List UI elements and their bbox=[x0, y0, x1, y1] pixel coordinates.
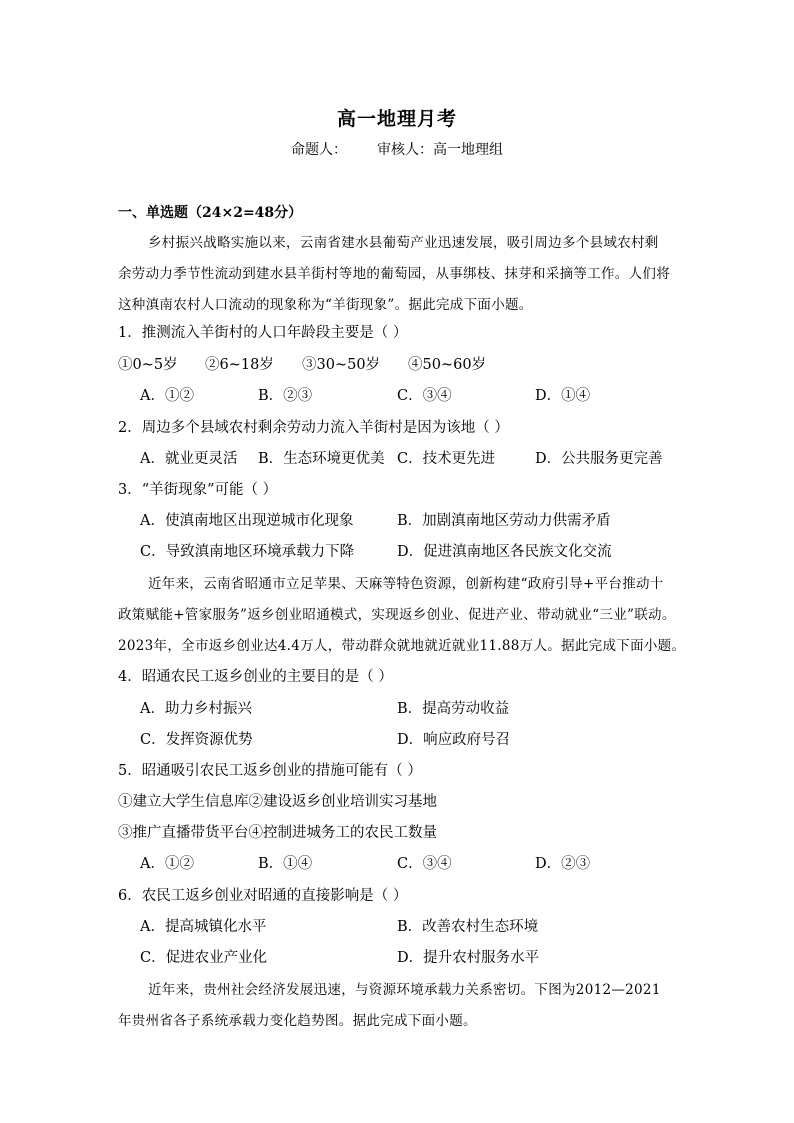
q1-item-3: ③30~50岁 bbox=[302, 357, 381, 373]
question-4-stem: 4．昭通农民工返乡创业的主要目的是（ ） bbox=[118, 669, 393, 685]
exam-title: 高一地理月考 bbox=[336, 108, 457, 130]
q1-item-1: ①0~5岁 bbox=[118, 357, 178, 373]
q5-option-a[interactable]: A．①② bbox=[140, 856, 194, 872]
q5-option-b[interactable]: B．①④ bbox=[258, 856, 313, 872]
q5-option-c[interactable]: C．③④ bbox=[397, 856, 452, 872]
q5-items-line1: ①建立大学生信息库②建设返乡创业培训实习基地 bbox=[118, 794, 437, 810]
q1-option-c[interactable]: C．③④ bbox=[397, 388, 452, 404]
q6-option-d[interactable]: D．提升农村服务水平 bbox=[397, 950, 540, 966]
passage3-line2: 年贵州省各子系统承载力变化趋势图。据此完成下面小题。 bbox=[118, 1013, 477, 1029]
q5-items-line2: ③推广直播带货平台④控制进城务工的农民工数量 bbox=[118, 825, 437, 841]
reviewer-label: 审核人：高一地理组 bbox=[377, 142, 503, 158]
q3-option-b[interactable]: B．加剧滇南地区劳动力供需矛盾 bbox=[397, 513, 611, 529]
q6-option-c[interactable]: C．促进农业产业化 bbox=[140, 950, 268, 966]
q6-option-a[interactable]: A．提高城镇化水平 bbox=[140, 919, 267, 935]
passage3-line1: 近年来，贵州社会经济发展迅速，与资源环境承载力关系密切。下图为2012—2021 bbox=[148, 982, 661, 998]
q5-option-d[interactable]: D．②③ bbox=[535, 856, 591, 872]
question-2-stem: 2．周边多个县域农村剩余劳动力流入羊街村是因为该地（ ） bbox=[118, 420, 509, 436]
passage1-line2: 余劳动力季节性流动到建水县羊街村等地的葡萄园，从事绑枝、抹芽和采摘等工作。人们将 bbox=[118, 266, 670, 282]
passage1-line1: 乡村振兴战略实施以来，云南省建水县葡萄产业迅速发展，吸引周边多个县域农村剩 bbox=[148, 235, 659, 251]
q2-option-b[interactable]: B．生态环境更优美 bbox=[258, 451, 385, 467]
question-1-stem: 1．推测流入羊街村的人口年龄段主要是（ ） bbox=[118, 325, 408, 341]
q4-option-d[interactable]: D．响应政府号召 bbox=[397, 732, 511, 748]
passage2-line1: 近年来，云南省昭通市立足苹果、天麻等特色资源，创新构建“政府引导+平台推动十 bbox=[148, 576, 664, 592]
q3-option-d[interactable]: D．促进滇南地区各民族文化交流 bbox=[397, 544, 612, 560]
q1-item-2: ②6~18岁 bbox=[205, 357, 274, 373]
q3-option-a[interactable]: A．使滇南地区出现逆城市化现象 bbox=[140, 513, 354, 529]
q4-option-a[interactable]: A．助力乡村振兴 bbox=[140, 701, 252, 717]
q1-option-a[interactable]: A．①② bbox=[140, 388, 194, 404]
question-6-stem: 6．农民工返乡创业对昭通的直接影响是（ ） bbox=[118, 888, 408, 904]
q2-option-a[interactable]: A．就业更灵活 bbox=[140, 451, 238, 467]
section-heading: 一、单选题（24×2=48分） bbox=[118, 205, 303, 221]
q4-option-c[interactable]: C．发挥资源优势 bbox=[140, 732, 253, 748]
question-3-stem: 3．“羊街现象”可能（ ） bbox=[118, 482, 278, 498]
q1-option-b[interactable]: B．②③ bbox=[258, 388, 313, 404]
author-line bbox=[0, 139, 794, 159]
passage1-line3: 这种滇南农村人口流动的现象称为“羊街现象”。据此完成下面小题。 bbox=[118, 297, 533, 313]
q1-option-d[interactable]: D．①④ bbox=[535, 388, 591, 404]
passage2-line2: 政策赋能+管家服务”返乡创业昭通模式，实现返乡创业、促进产业、带动就业“三业”联动。 bbox=[118, 607, 676, 623]
question-5-stem: 5．昭通吸引农民工返乡创业的措施可能有（ ） bbox=[118, 763, 422, 779]
q1-item-4: ④50~60岁 bbox=[408, 357, 487, 373]
passage2-line3: 2023年，全市返乡创业达4.4万人，带动群众就地就近就业11.88万人。据此完成下面小题。 bbox=[118, 638, 686, 654]
proposer-label: 命题人： bbox=[291, 142, 347, 158]
q2-option-d[interactable]: D．公共服务更完善 bbox=[535, 451, 663, 467]
q3-option-c[interactable]: C．导致滇南地区环境承载力下降 bbox=[140, 544, 355, 560]
q4-option-b[interactable]: B．提高劳动收益 bbox=[397, 701, 510, 717]
q6-option-b[interactable]: B．改善农村生态环境 bbox=[397, 919, 539, 935]
q2-option-c[interactable]: C．技术更先进 bbox=[397, 451, 496, 467]
